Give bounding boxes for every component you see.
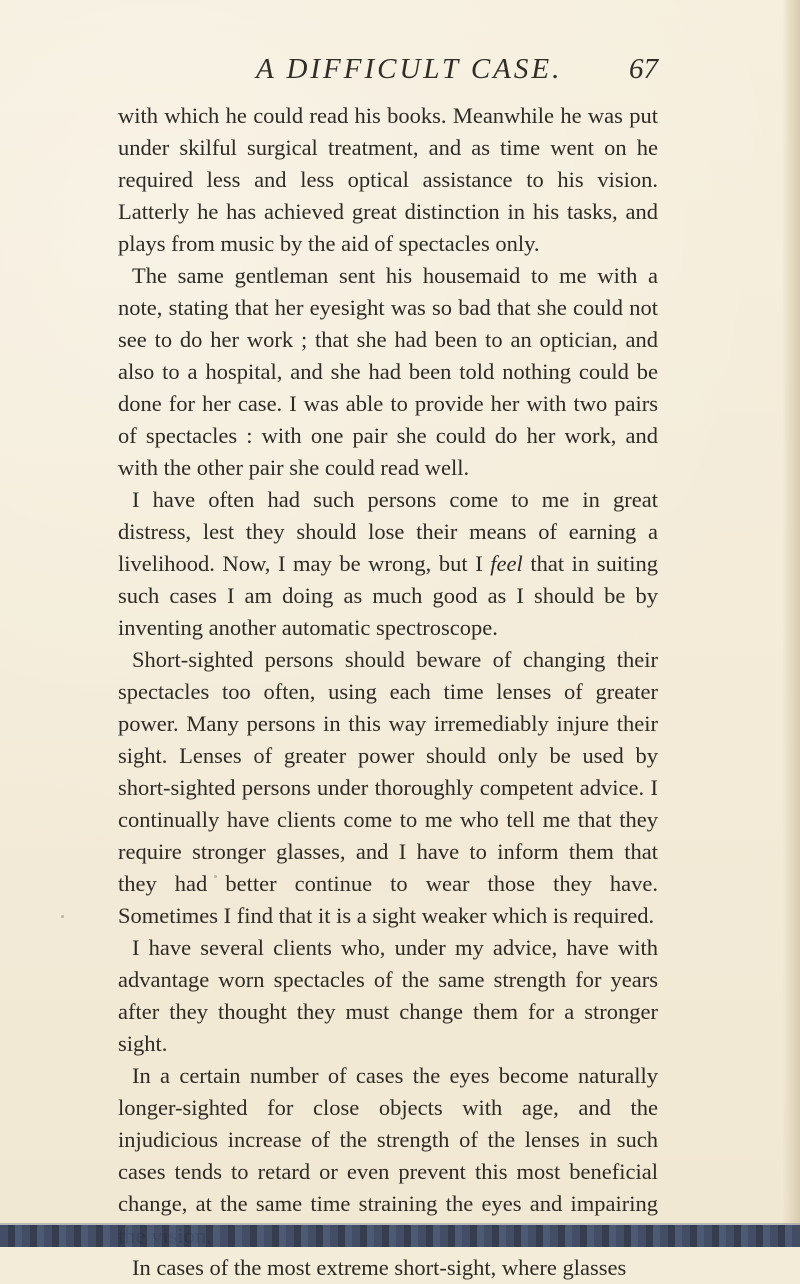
paragraph-3-text-end: that in suiting such cases I am doing as much good as I should be by inventing another automatic spectroscope. — [118, 551, 658, 640]
page-right-edge — [782, 0, 800, 1247]
bottom-edge-band — [0, 1225, 800, 1247]
paragraph-7: In cases of the most extreme short-sight, where glasses — [132, 1255, 627, 1280]
italic-feel: feel — [490, 551, 523, 576]
page-text — [118, 100, 658, 1284]
running-title: A DIFFICULT CASE. — [256, 53, 563, 85]
paragraph-1: with which he could read his books. Meanwhile he was put under skilful surgical treatment, and as time went on he required less and less optical assistance to his vision. Latterly he has achieved great distinction in his tasks, and plays from music by the aid of spectacles only. — [118, 103, 658, 256]
paragraph-3-text-start: I have often had such persons come to me in great distress, lest they should lose their means of earning a livelihood. Now, I may be wrong, but I — [118, 487, 658, 576]
paper-fleck — [61, 915, 64, 918]
paragraph-3 — [118, 484, 658, 644]
paragraph-5: I have several clients who, under my advice, have with advantage worn spectacles of the same strength for years after they thought they must change them for a stronger sight. — [118, 935, 658, 1056]
page-number: 67 — [629, 53, 658, 85]
paragraph-6: In a certain number of cases the eyes become naturally longer-sighted for close objects with age, and the injudicious increase of the strength of the lenses in such cases tends to retard or even prevent this most beneficial change, at the same time straining the eyes and impairing — [118, 1063, 658, 1216]
paragraph-2: The same gentleman sent his housemaid to me with a note, stating that her eyesight was so bad that she could not see to do her work ; that she had been to an optician, and also to a hospital, and she had been told nothing could be done for her case. I was able to provide her with two pairs of spectacles : with one pair she could do her work, and with the other pair she could read well. — [118, 263, 658, 480]
paper-fleck — [214, 875, 217, 878]
page-header — [118, 53, 658, 93]
paragraph-4: Short-sighted persons should beware of changing their spectacles too often, using each time lenses of greater power. Many persons in this way irremediably injure their sight. Lenses of greater power should only be used by short-sighted persons under thoroughly competent advice. I continually have clients come to me who tell me that they require stronger glasses, and I have to inform them that they had better continue to wear those they have. Sometimes I find that it is a sight weaker which is required. — [118, 647, 658, 928]
